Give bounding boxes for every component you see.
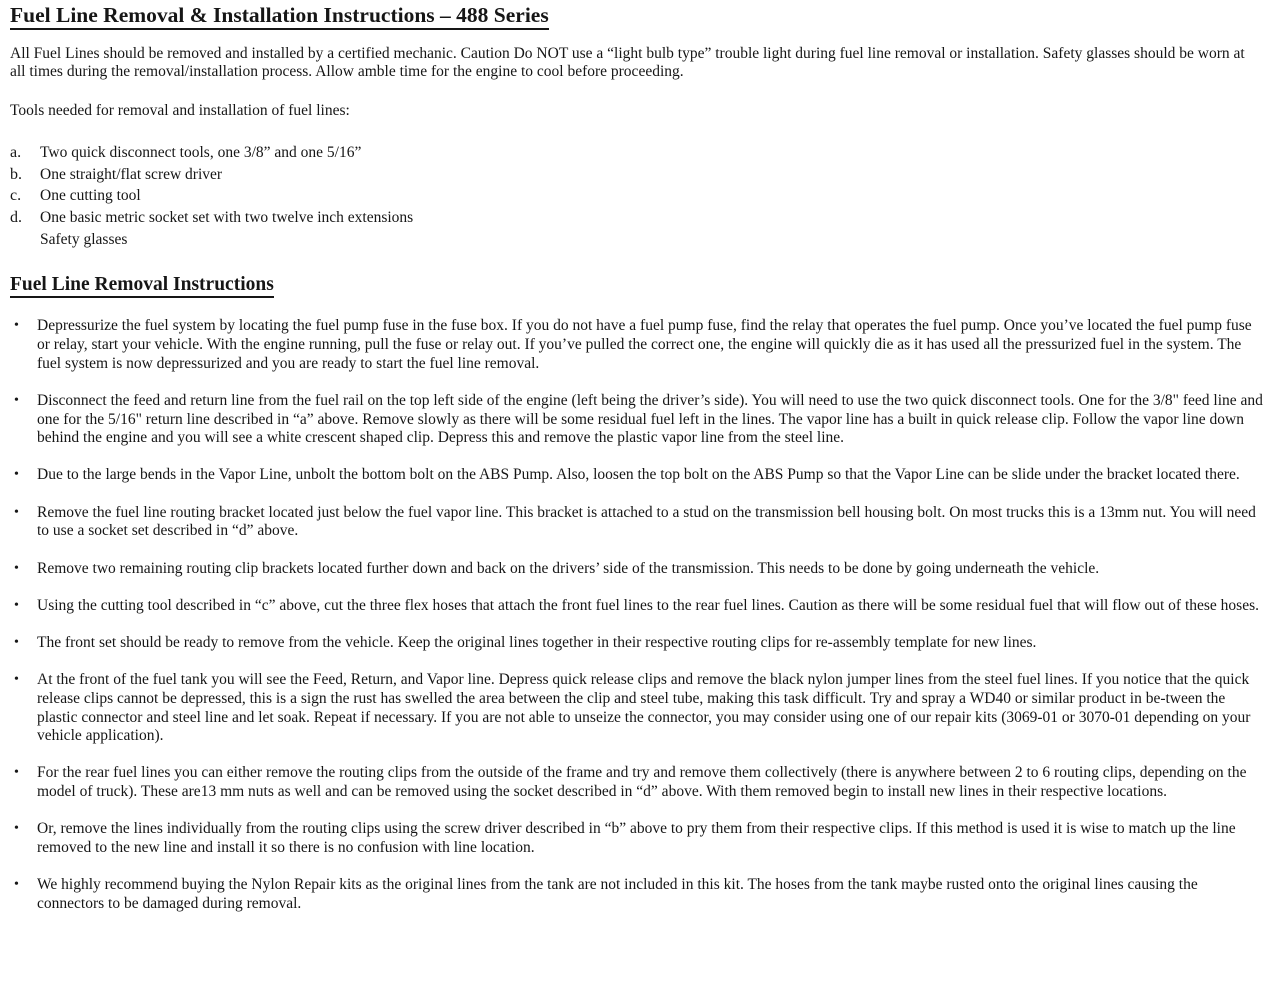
bullet-icon: • — [14, 392, 19, 408]
instruction-text: Or, remove the lines individually from the routing clips using the screw driver described in “b” above to pry them from their respective clips. If this method is used it is wise to match up the line removed to the new line and install it so there is no confusion with line location. — [37, 820, 1236, 857]
tools-list-label: Tools needed for removal and installation of fuel lines: — [10, 102, 350, 120]
bullet-icon: • — [14, 504, 19, 520]
section-title — [10, 274, 1268, 296]
instruction-text: Disconnect the feed and return line from the fuel rail on the top left side of the engine (left being the driver’s side). You will need to use the two quick disconnect tools. One for the 3/8" feed line and one for the 5/16" return line described in “a” above. Remove slowly as there will be some residual fuel left in the lines. The vapor line has a built in quick release clip. Follow the vapor line down behind the engine and you will see a white crescent shaped clip. Depress this and remove the plastic vapor line from the steel line. — [37, 391, 1263, 447]
tool-list-item — [10, 164, 1268, 186]
instruction-text: We highly recommend buying the Nylon Repair kits as the original lines from the tank are not included in this kit. The hoses from the tank maybe rusted onto the original lines causing the connectors to be damaged during removal. — [37, 876, 1198, 912]
instruction-bullet — [10, 671, 1268, 746]
bullet-icon: • — [14, 821, 19, 837]
instruction-text: Due to the large bends in the Vapor Line, unbolt the bottom bolt on the ABS Pump. Also, loosen the top bolt on the ABS Pump so that the Vapor Line can be slide under the bracket located there. — [37, 466, 1240, 484]
instruction-bullet — [10, 634, 1268, 653]
instruction-bullet — [10, 597, 1268, 616]
bullet-icon: • — [14, 560, 19, 576]
instruction-text: The front set should be ready to remove from the vehicle. Keep the original lines together in their respective routing clips for re-assembly template for new lines. — [37, 633, 1037, 651]
instruction-bullet — [10, 392, 1268, 448]
bullet-icon: • — [14, 672, 19, 688]
instruction-list — [10, 317, 1268, 913]
bullet-icon: • — [14, 765, 19, 781]
bullet-icon: • — [14, 467, 19, 483]
list-marker: c. — [10, 187, 22, 205]
list-marker: d. — [10, 209, 22, 227]
instruction-bullet — [10, 820, 1268, 857]
instruction-text: Depressurize the fuel system by locating the fuel pump fuse in the fuse box. If you do not have a fuel pump fuse, find the relay that operates the fuel pump. Once you’ve located the fuel pump fuse or relay, start your vehicle. With the engine running, pull the fuse or relay out. If you’ve pulled the correct one, the engine will quickly die as it has used all the pressurized fuel in the system. The fuel system is now depressurized and you are ready to start the fuel line removal. — [37, 317, 1252, 372]
bullet-icon: • — [14, 597, 19, 613]
bullet-icon: • — [14, 318, 19, 334]
section-title-text: Fuel Line Removal Instructions — [10, 274, 274, 298]
tool-item-text: Safety glasses — [40, 231, 128, 249]
tool-list-item — [10, 229, 1268, 251]
instruction-bullet — [10, 466, 1268, 485]
instruction-text: Remove two remaining routing clip brackets located further down and back on the drivers’ side of the transmission. This needs to be done by going underneath the vehicle. — [37, 559, 1100, 577]
page-title-text: Fuel Line Removal & Installation Instructions – 488 Series — [10, 3, 549, 30]
list-marker: a. — [10, 143, 22, 161]
bullet-icon: • — [14, 634, 19, 650]
tool-item-text: One cutting tool — [40, 187, 141, 205]
tool-item-text: One straight/flat screw driver — [40, 165, 223, 183]
instruction-bullet — [10, 560, 1268, 579]
page-title — [10, 3, 1268, 28]
instruction-bullet — [10, 876, 1268, 913]
tool-list-item — [10, 142, 1268, 164]
list-marker: b. — [10, 165, 22, 183]
tool-item-text: Two quick disconnect tools, one 3/8” and one 5/16” — [40, 143, 362, 161]
instruction-text: For the rear fuel lines you can either remove the routing clips from the outside of the frame and try and remove them collectively (there is anywhere between 2 to 6 routing clips, depending on the model of truck). These are13 mm nuts as well and can be removed using the socket described in “d” above. With them removed begin to install new lines in their respective locations. — [37, 764, 1247, 801]
instruction-bullet — [10, 317, 1268, 373]
tool-item-text: One basic metric socket set with two twelve inch extensions — [40, 209, 414, 227]
instruction-bullet — [10, 504, 1268, 541]
tool-list-item — [10, 207, 1268, 229]
instruction-text: Using the cutting tool described in “c” above, cut the three flex hoses that attach the front fuel lines to the rear fuel lines. Caution as there will be some residual fuel that will flow out of these hoses. — [37, 596, 1259, 614]
instruction-bullet — [10, 764, 1268, 801]
tool-list-item — [10, 185, 1268, 207]
instruction-text: At the front of the fuel tank you will see the Feed, Return, and Vapor line. Depress quick release clips and remove the black nylon jumper lines from the steel fuel lines. If you notice that the quick release clips cannot be depressed, this is a sign the rust has swelled the area between the clip and steel tube, making this task difficult. Try and spray a WD40 or similar product in be-tween the plastic connector and steel line and let soak. Repeat if necessary. If you are not able to unseize the connector, you may consider using one of our repair kits (3069-01 or 3070-01 depending on your vehicle application). — [37, 671, 1251, 745]
instruction-text: Remove the fuel line routing bracket located just below the fuel vapor line. This bracket is attached to a stud on the transmission bell housing bolt. On most trucks this is a 13mm nut. You will need to use a socket set described in “d” above. — [37, 503, 1256, 540]
intro-paragraph: All Fuel Lines should be removed and installed by a certified mechanic. Caution Do NOT use a “light bulb type” trouble light during fuel line removal or installation. Safety glasses should be worn at all times during the removal/installation process. Allow amble time for the engine to cool before proceeding. — [10, 44, 1245, 81]
tools-list — [10, 142, 1268, 251]
bullet-icon: • — [14, 877, 19, 893]
